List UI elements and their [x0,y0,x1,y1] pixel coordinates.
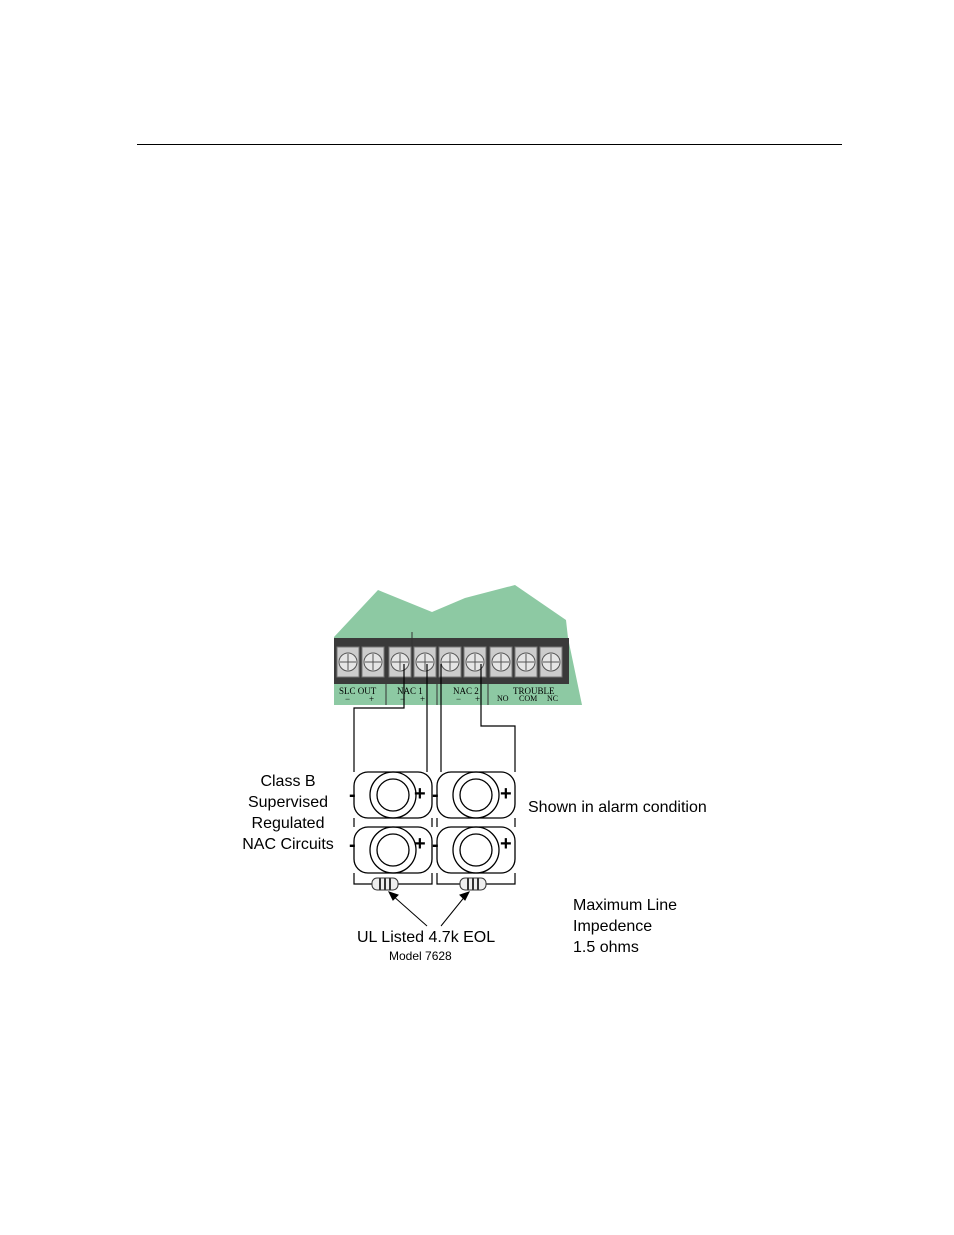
eol-model-label: Model 7628 [389,949,452,963]
terminal-nac2-minus [439,647,461,677]
nac2-minus-label: − [456,694,462,704]
trouble-no-label: NO [497,694,509,703]
nac2-plus-label: + [475,694,481,704]
nac2-label: NAC 2 [453,686,479,696]
slc-minus-label: − [345,694,351,704]
max-line-line-2: Impedence [573,918,653,935]
polarity-plus-2: + [500,783,512,805]
eol-resistor-right [460,878,486,890]
alarm-condition-label: Shown in alarm condition [528,799,707,816]
class-b-line-2: Supervised [247,794,329,811]
eol-resistor-left [372,878,398,890]
terminal-slc-plus [362,647,384,677]
polarity-plus-4: + [500,833,512,855]
eol-arrows [389,892,469,926]
nac1-label: NAC 1 [397,686,423,696]
terminal-nac1-minus [389,647,411,677]
max-line-line-1: Maximum Line [573,897,678,914]
class-b-label [240,771,336,855]
terminal-trouble-com [515,647,537,677]
polarity-minus-2: - [432,784,439,806]
max-line-label [573,895,677,958]
terminal-trouble-no [490,647,512,677]
nac1-minus-label: − [400,694,406,704]
polarity-minus-4: - [432,834,439,856]
terminal-nac1-plus [414,647,436,677]
terminal-trouble-nc [540,647,562,677]
slc-plus-label: + [369,694,375,704]
trouble-com-label: COM [519,694,538,703]
trouble-nc-label: NC [547,694,559,703]
slc-out-label: SLC OUT [339,686,377,696]
trouble-label: TROUBLE [513,686,555,696]
polarity-plus-1: + [414,783,426,805]
terminal-slc-minus [337,647,359,677]
polarity-minus-3: - [349,834,356,856]
max-line-line-3: 1.5 ohms [573,939,639,956]
nac1-plus-label: + [420,694,426,704]
polarity-plus-3: + [414,833,426,855]
eol-title-label: UL Listed 4.7k EOL [357,929,496,946]
polarity-minus-1: - [349,784,356,806]
terminal-nac2-plus [464,647,486,677]
terminal-screws [337,647,562,677]
class-b-line-4: NAC Circuits [242,836,334,853]
class-b-line-1: Class B [260,773,316,790]
class-b-line-3: Regulated [251,815,325,832]
